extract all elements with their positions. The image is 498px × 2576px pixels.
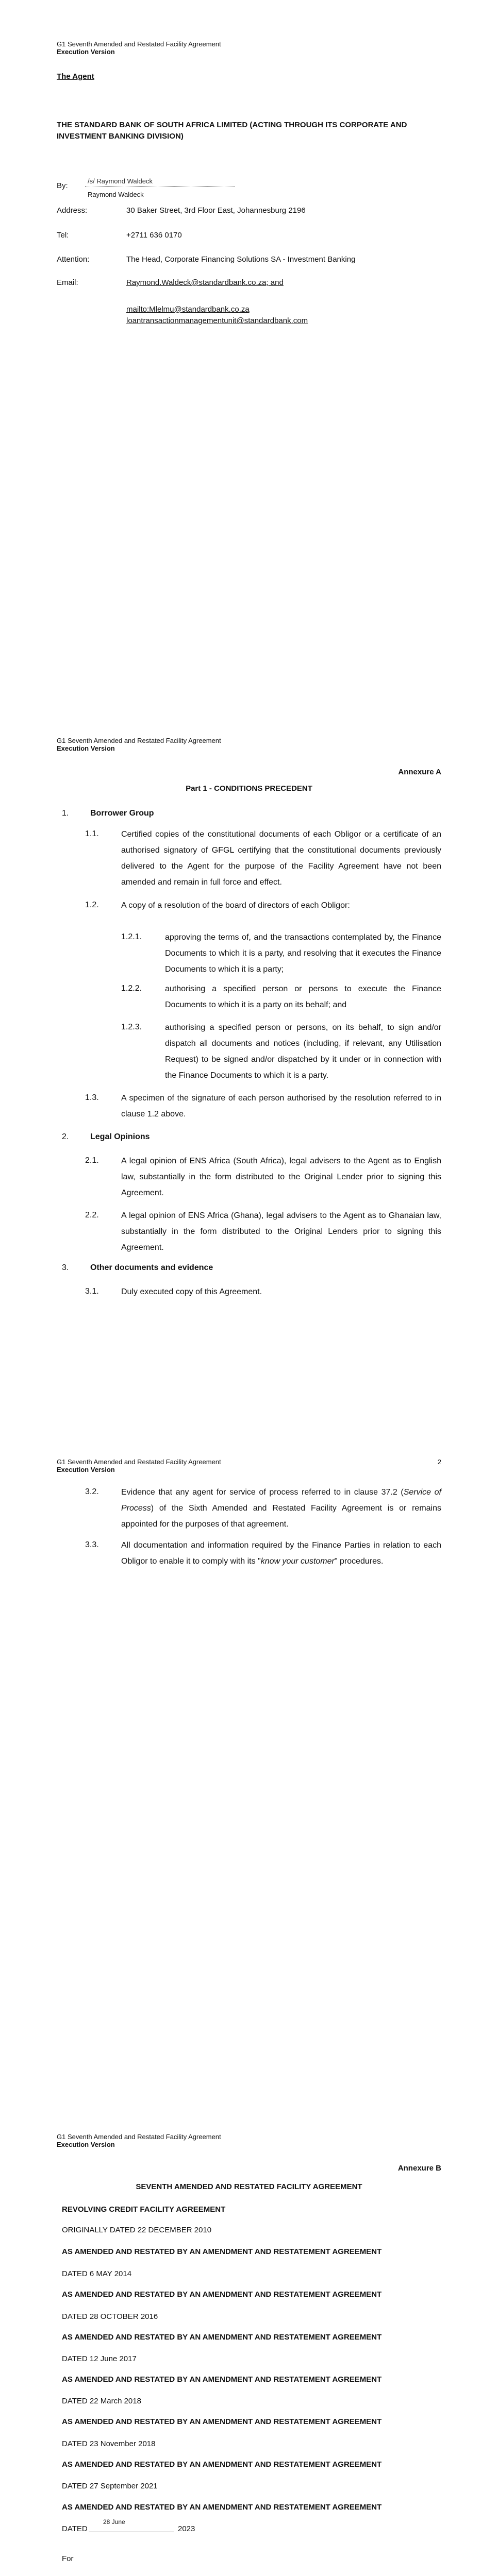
clause-3-1-number: 3.1. [85,1287,99,1296]
clause-1-3-text: A specimen of the signature of each person authorised by the resolution referred to in clause 1.2 above. [121,1094,441,1118]
clause-1-1-text: Certified copies of the constitutional documents of each Obligor or a certificate of an authorised signatory of GFGL certifying that the constitutional documents previously delivered to the Agent for the purpose of the Facility Agreement have not been amended and remain in full force and effect. [121,830,441,887]
dated-line-1: DATED 6 MAY 2014 [62,2269,132,2278]
address-value: 30 Baker Street, 3rd Floor East, Johannesburg 2196 [126,206,306,215]
page-2 [0,737,498,1440]
clause-2-1-text: A legal opinion of ENS Africa (South Africa), legal advisers to the Agent as to English law, substantially in the form distributed to the Original Lender prior to signing this Agreement. [121,1157,441,1197]
clause-1-2-number: 1.2. [85,901,99,909]
clause-1-2-2-number: 1.2.2. [121,984,142,993]
clause-2-2-number: 2.2. [85,1211,99,1219]
clause-1-2-text: A copy of a resolution of the board of directors of each Obligor: [121,901,350,910]
page-3 [0,1458,498,2161]
dated-line-7-label: DATED [62,2524,88,2533]
clause-1-2-3-number: 1.2.3. [121,1023,142,1031]
by-signature: /s/ Raymond Waldeck [88,177,153,185]
section-1-number: 1. [62,809,69,818]
amended-line-2: AS AMENDED AND RESTATED BY AN AMENDMENT AND RESTATEMENT AGREEMENT [62,2290,382,2299]
clause-2-1-number: 2.1. [85,1156,99,1165]
dated-line-2: DATED 28 OCTOBER 2016 [62,2312,158,2321]
email-link-2[interactable]: mailto:Mlelmu@standardbank.co.za [126,305,250,314]
running-header [57,1458,221,1473]
clause-3-1-text: Duly executed copy of this Agreement. [121,1287,262,1296]
by-signatory-name: Raymond Waldeck [88,191,144,198]
section-1-title: Borrower Group [90,809,154,818]
tel-value: +2711 636 0170 [126,231,182,240]
section-2-number: 2. [62,1132,69,1141]
page-1 [0,0,498,703]
section-3-number: 3. [62,1263,69,1272]
clause-1-2-1-text: approving the terms of, and the transactions contemplated by, the Finance Documents to which it is a party, and resolving that it executes the Finance Documents to which it is a party; [165,933,441,974]
dated-line-7-fill: 28 June [103,2518,125,2526]
clause-3-3-text: All documentation and information required by the Finance Parties in relation to each Obligor to enable it to comply with its "know your customer" procedures. [121,1541,441,1566]
amended-line-6: AS AMENDED AND RESTATED BY AN AMENDMENT AND RESTATEMENT AGREEMENT [62,2460,382,2469]
attention-label: Attention: [57,255,90,264]
header-execution-version: Execution Version [57,744,115,752]
amended-line-3: AS AMENDED AND RESTATED BY AN AMENDMENT AND RESTATEMENT AGREEMENT [62,2333,382,2342]
section-2-title: Legal Opinions [90,1132,150,1141]
dated-line-7-year: 2023 [178,2524,195,2533]
clause-1-1-number: 1.1. [85,829,99,838]
clause-1-2-3-text: authorising a specified person or persons, on its behalf, to sign and/or dispatch all documents and notices (including, if relevant, any Utilisation Request) to be signed and/or dispatched by it under or in connection with the Finance Documents to which it is a party. [165,1023,441,1080]
amended-line-7: AS AMENDED AND RESTATED BY AN AMENDMENT AND RESTATEMENT AGREEMENT [62,2503,382,2512]
running-header [57,737,221,752]
header-doc-title: G1 Seventh Amended and Restated Facility Agreement [57,737,221,744]
amended-line-4: AS AMENDED AND RESTATED BY AN AMENDMENT AND RESTATEMENT AGREEMENT [62,2375,382,2384]
email-label: Email: [57,278,78,287]
clause-2-2-text: A legal opinion of ENS Africa (Ghana), legal advisers to the Agent as to Ghanaian law, substantially in the form distributed to the Original Lenders prior to signing this Agreement. [121,1211,441,1252]
dated-line-5: DATED 23 November 2018 [62,2439,156,2448]
clause-1-2-1-number: 1.2.1. [121,933,142,941]
running-header [57,40,221,56]
for-label: For [62,2554,74,2563]
originally-dated: ORIGINALLY DATED 22 DECEMBER 2010 [62,2226,212,2234]
email-link-1[interactable]: Raymond.Waldeck@standardbank.co.za; and [126,278,284,287]
clause-3-2-text: Evidence that any agent for service of process referred to in clause 37.2 (Service of Process) of the Sixth Amended and Restated Facility Agreement is or remains appointed for the purposes of that agreement. [121,1488,442,1529]
page-4 [0,2133,498,2576]
annexure-a-label: Annexure A [398,768,441,776]
clause-3-2-number: 3.2. [85,1487,99,1496]
amended-line-5: AS AMENDED AND RESTATED BY AN AMENDMENT AND RESTATEMENT AGREEMENT [62,2417,382,2426]
header-execution-version: Execution Version [57,1466,115,1473]
email-link-3[interactable]: loantransactionmanagementunit@standardbank.com [126,316,308,325]
part-1-title: Part 1 - CONDITIONS PRECEDENT [186,784,312,793]
tel-label: Tel: [57,231,69,240]
header-doc-title: G1 Seventh Amended and Restated Facility Agreement [57,1458,221,1466]
header-doc-title: G1 Seventh Amended and Restated Facility Agreement [57,40,221,48]
header-doc-title: G1 Seventh Amended and Restated Facility Agreement [57,2133,221,2141]
agent-heading: The Agent [57,72,94,81]
amended-line-1: AS AMENDED AND RESTATED BY AN AMENDMENT AND RESTATEMENT AGREEMENT [62,2247,382,2256]
page-number: 2 [437,1458,441,1466]
section-3-title: Other documents and evidence [90,1263,213,1272]
header-execution-version: Execution Version [57,2141,115,2148]
dated-line-3: DATED 12 June 2017 [62,2354,137,2363]
address-label: Address: [57,206,88,215]
running-header [57,2133,221,2148]
dated-line-6: DATED 27 September 2021 [62,2482,158,2490]
agent-entity-name: THE STANDARD BANK OF SOUTH AFRICA LIMITED (ACTING THROUGH ITS CORPORATE AND INVESTMENT BANKING DIVISION) [57,121,407,141]
dated-line-4: DATED 22 March 2018 [62,2397,141,2405]
clause-1-2-2-text: authorising a specified person or persons to execute the Finance Documents to which it is a party on its behalf; and [165,985,441,1009]
header-execution-version: Execution Version [57,48,115,56]
by-label: By: [57,181,68,190]
annexure-b-label: Annexure B [397,2164,441,2173]
clause-3-3-number: 3.3. [85,1540,99,1549]
clause-1-3-number: 1.3. [85,1093,99,1102]
rcfa-title: REVOLVING CREDIT FACILITY AGREEMENT [62,2205,226,2214]
attention-value: The Head, Corporate Financing Solutions SA - Investment Banking [126,255,356,264]
agreement-title: SEVENTH AMENDED AND RESTATED FACILITY AGREEMENT [136,2182,362,2191]
